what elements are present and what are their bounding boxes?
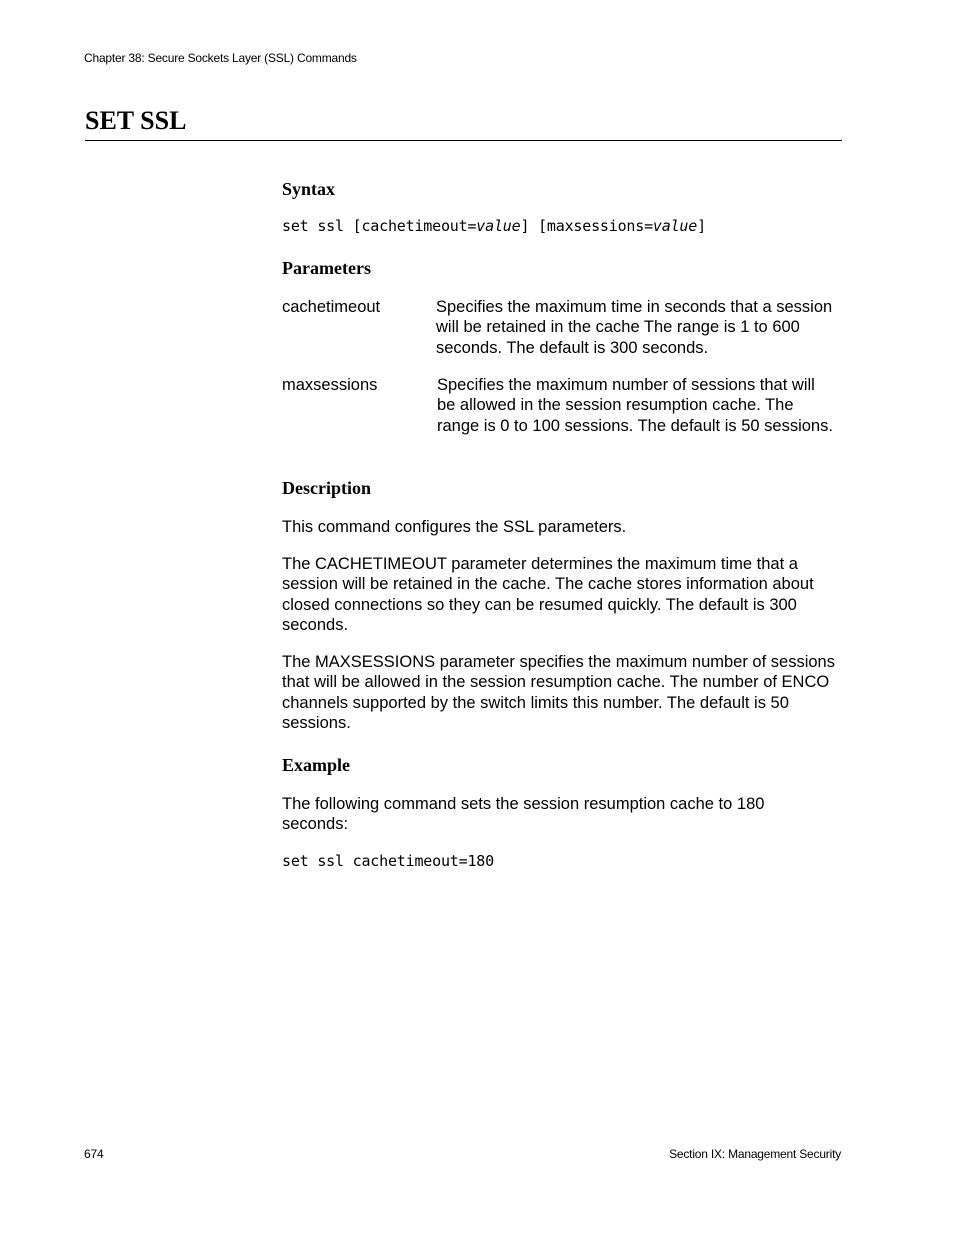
syntax-heading: Syntax [282, 179, 336, 199]
section-footer: Section IX: Management Security [669, 1147, 841, 1161]
page-number: 674 [84, 1147, 104, 1161]
syntax-value-placeholder: value [652, 217, 698, 235]
param-name: cachetimeout [282, 298, 381, 316]
syntax-prefix: set ssl [cachetimeout= [282, 217, 477, 235]
syntax-middle: ] [maxsessions= [520, 217, 653, 235]
example-heading: Example [282, 755, 351, 775]
param-description: Specifies the maximum time in seconds that a session will be retained in the cache The range is 1 to 600 seconds. The default is 300 seconds. [436, 298, 833, 357]
parameters-heading: Parameters [282, 258, 371, 278]
example-command: set ssl cachetimeout=180 [282, 852, 494, 870]
param-description: Specifies the maximum number of sessions that will be allowed in the session resumption cache. The range is 0 to 100 sessions. The default is 50 sessions. [437, 376, 833, 435]
syntax-suffix: ] [697, 217, 706, 235]
description-paragraph: The CACHETIMEOUT parameter determines the maximum time that a session will be retained in the cache. The cache stores information about closed connections so they can be resumed quickly. The default is 300 seconds. [282, 555, 814, 635]
description-paragraph: This command configures the SSL parameters. [282, 518, 627, 536]
running-header: Chapter 38: Secure Sockets Layer (SSL) Commands [84, 51, 357, 65]
title-divider [85, 140, 842, 141]
description-heading: Description [282, 478, 371, 498]
description-paragraph: The MAXSESSIONS parameter specifies the maximum number of sessions that will be allowed in the session resumption cache. The number of ENCO channels supported by the switch limits this number. The default is 50 sessions. [282, 653, 835, 733]
param-name: maxsessions [282, 376, 378, 394]
example-paragraph: The following command sets the session resumption cache to 180 seconds: [282, 795, 765, 834]
syntax-command [282, 217, 706, 235]
syntax-value-placeholder: value [476, 217, 521, 235]
page-title: SET SSL [85, 106, 187, 135]
